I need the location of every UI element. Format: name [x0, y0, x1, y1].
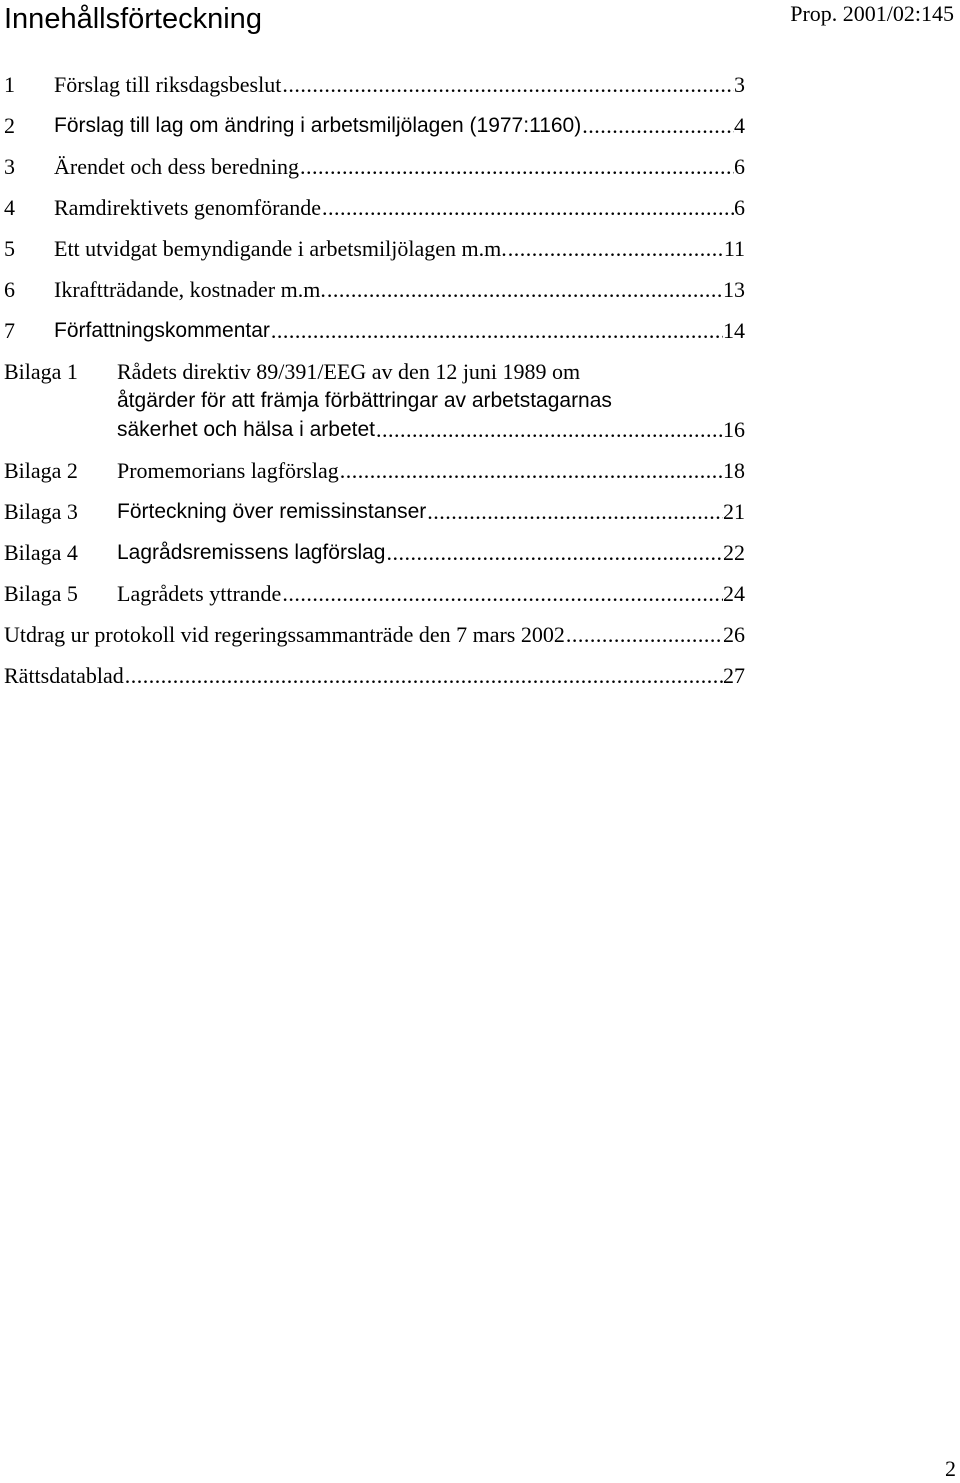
toc-entry-page: 18 — [723, 458, 745, 483]
toc-entry-title: Lagrådsremissens lagförslag — [117, 541, 386, 564]
toc-entry-page: 11 — [723, 236, 745, 261]
toc-entry-page: 26 — [723, 622, 745, 647]
toc-entry-appendix-3[interactable] — [4, 497, 745, 526]
toc-entry-title-line: säkerhet och hälsa i arbetet — [117, 418, 375, 441]
table-of-contents — [4, 70, 745, 702]
dot-leader — [426, 497, 723, 526]
dot-leader — [281, 579, 723, 608]
toc-entry-appendix-4[interactable] — [4, 538, 745, 567]
dot-leader — [281, 70, 734, 99]
toc-entry-page: 24 — [723, 581, 745, 606]
toc-entry-page: 27 — [723, 663, 745, 688]
toc-entry-legal-data-sheet[interactable] — [4, 661, 745, 690]
toc-entry-chapter-3[interactable] — [4, 152, 745, 181]
dot-leader — [299, 152, 734, 181]
toc-entry-title: Ramdirektivets genomförande — [54, 195, 321, 220]
toc-entry-number: 5 — [4, 236, 15, 261]
toc-entry-title-line: Rådets direktiv 89/391/EEG av den 12 juni 1989 om — [117, 359, 581, 384]
dot-leader — [375, 415, 723, 444]
toc-appendix-label: Bilaga 3 — [4, 499, 78, 524]
toc-entry-title: Promemorians lagförslag — [117, 458, 339, 483]
toc-entry-page: 16 — [723, 417, 745, 442]
toc-entry-title: Ärendet och dess beredning — [54, 154, 299, 179]
toc-entry-appendix-5[interactable] — [4, 579, 745, 608]
dot-leader — [507, 234, 724, 263]
toc-entry-chapter-7[interactable] — [4, 316, 745, 345]
dot-leader — [339, 456, 723, 485]
toc-appendix-label: Bilaga 1 — [4, 359, 78, 384]
dot-leader — [581, 111, 734, 140]
toc-entry-chapter-2[interactable] — [4, 111, 745, 140]
toc-entry-page: 4 — [734, 113, 745, 138]
dot-leader — [270, 316, 723, 345]
toc-entry-page: 14 — [723, 318, 745, 343]
toc-entry-title: Förteckning över remissinstanser — [117, 500, 427, 523]
toc-entry-chapter-4[interactable] — [4, 193, 745, 222]
toc-entry-page: 22 — [723, 540, 745, 565]
toc-entry-title: Lagrådets yttrande — [117, 581, 282, 606]
toc-entry-number: 4 — [4, 195, 15, 220]
toc-entry-chapter-6[interactable] — [4, 275, 745, 304]
document-reference: Prop. 2001/02:145 — [790, 1, 954, 26]
toc-appendix-label: Bilaga 5 — [4, 581, 78, 606]
toc-entry-title: Ikraftträdande, kostnader m.m. — [54, 277, 326, 302]
dot-leader — [565, 620, 723, 649]
toc-entry-number: 3 — [4, 154, 15, 179]
toc-entry-title: Ett utvidgat bemyndigande i arbetsmiljölagen m.m. — [54, 236, 507, 261]
toc-entry-title: Utdrag ur protokoll vid regeringssammanträde den 7 mars 2002 — [4, 622, 565, 647]
page-number: 2 — [945, 1456, 956, 1481]
toc-entry-number: 7 — [4, 318, 15, 343]
toc-entry-number: 6 — [4, 277, 15, 302]
toc-entry-page: 3 — [734, 72, 745, 97]
toc-entry-title: Författningskommentar — [54, 319, 270, 342]
toc-entry-page: 6 — [734, 195, 745, 220]
toc-appendix-label: Bilaga 2 — [4, 458, 78, 483]
toc-appendix-label: Bilaga 4 — [4, 540, 78, 565]
toc-entry-title: Förslag till riksdagsbeslut — [54, 72, 282, 97]
toc-entry-page: 13 — [723, 277, 745, 302]
toc-entry-page: 21 — [723, 499, 745, 524]
page-title: Innehållsförteckning — [4, 3, 262, 35]
toc-entry-appendix-1[interactable] — [4, 357, 745, 444]
toc-entry-appendix-2[interactable] — [4, 456, 745, 485]
dot-leader — [326, 275, 723, 304]
dot-leader — [321, 193, 734, 222]
toc-entry-page: 6 — [734, 154, 745, 179]
toc-entry-title: Förslag till lag om ändring i arbetsmiljölagen (1977:1160) — [54, 114, 582, 137]
toc-entry-protocol-extract[interactable] — [4, 620, 745, 649]
toc-entry-chapter-5[interactable] — [4, 234, 745, 263]
toc-entry-number: 1 — [4, 72, 15, 97]
toc-entry-title-line: åtgärder för att främja förbättringar av arbetstagarnas — [117, 389, 612, 412]
dot-leader — [124, 661, 723, 690]
toc-entry-number: 2 — [4, 113, 15, 138]
toc-entry-chapter-1[interactable] — [4, 70, 745, 99]
toc-entry-title: Rättsdatablad — [4, 663, 124, 688]
dot-leader — [385, 538, 723, 567]
